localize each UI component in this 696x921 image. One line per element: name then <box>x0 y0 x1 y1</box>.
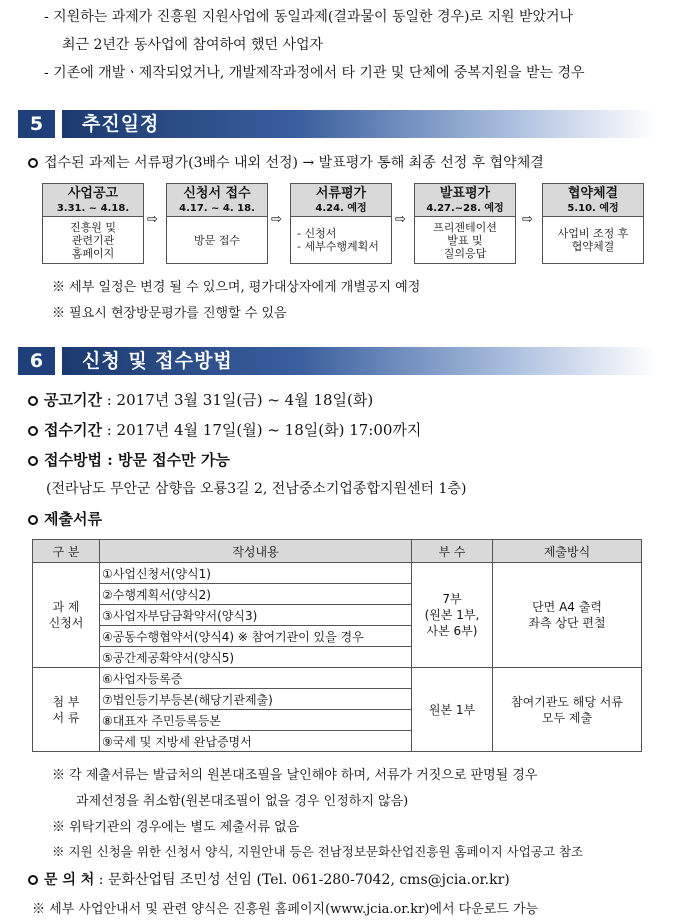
circle-bullet-icon <box>28 456 38 466</box>
table-row <box>33 668 642 689</box>
section-6-header <box>18 347 656 375</box>
table-header: 작성내용 <box>100 540 412 563</box>
method-cell: 참여기관도 해당 서류 모두 제출 <box>493 668 642 752</box>
document-item: ⑨국세 및 지방세 완납증명서 <box>100 731 412 752</box>
circle-bullet-icon <box>28 515 38 525</box>
application-address: (전라남도 무안군 삼향읍 오룡3길 2, 전남중소기업종합지원센터 1층) <box>46 481 467 497</box>
right-arrow-icon: ⇨ <box>147 212 158 227</box>
footer-note: ※ 세부 사업안내서 및 관련 양식은 진흥원 홈페이지(www.jcia.or.kr)에서 다운로드 가능 <box>32 902 539 917</box>
document-item: ⑥사업자등록증 <box>100 668 412 689</box>
right-arrow-icon: ⇨ <box>522 212 533 227</box>
step-presentation: 발표평가 4.27.~28. 예정 프리젠테이션 발표 및 질의응답 <box>414 183 516 264</box>
document-item: ⑦법인등기부등본(해당기관제출) <box>100 689 412 710</box>
document-item: ③사업자부담금확약서(양식3) <box>100 605 412 626</box>
document-item: ②수행계획서(양식2) <box>100 584 412 605</box>
table-row <box>33 563 642 584</box>
table-header: 구 분 <box>33 540 100 563</box>
document-item: ①사업신청서(양식1) <box>100 563 412 584</box>
submission-note-3: ※ 지원 신청을 위한 신청서 양식, 지원안내 등은 전남정보문화산업진흥원 홈페이지 사업공고 참조 <box>52 844 584 859</box>
schedule-intro: 접수된 과제는 서류평가(3배수 내외 선정) → 발표평가 통해 최종 선정 후 협약체결 <box>28 152 544 172</box>
document-item: ④공동수행협약서(양식4) ※ 참여기관이 있을 경우 <box>100 626 412 647</box>
section-6-title: 신청 및 접수방법 <box>82 350 233 372</box>
group-name: 첨 부 서 류 <box>33 668 100 752</box>
announcement-period: 공고기간 : 2017년 3월 31일(금) ~ 4월 18일(화) <box>28 389 373 410</box>
eligibility-line-3: - 기존에 개발ㆍ제작되었거나, 개발제작과정에서 타 기관 및 단체에 중복지원을 받는 경우 <box>44 65 585 81</box>
submission-note-1: ※ 각 제출서류는 발급처의 원본대조필을 날인해야 하며, 서류가 거짓으로 판명될 경우 <box>52 768 538 783</box>
section-5-title: 추진일정 <box>82 113 160 135</box>
circle-bullet-icon <box>28 158 38 168</box>
submission-note-1-cont: 과제선정을 취소함(원본대조필이 없을 경우 인정하지 않음) <box>76 794 409 809</box>
group-name: 과 제 신청서 <box>33 563 100 668</box>
documents-heading: 제출서류 <box>28 508 102 529</box>
schedule-note-2: ※ 필요시 현장방문평가를 진행할 수 있음 <box>52 306 287 321</box>
contact-info: 문 의 처 : 문화산업팀 조민성 선임 (Tel. 061-280-7042, cms@jcia.or.kr) <box>28 869 510 889</box>
circle-bullet-icon <box>28 426 38 436</box>
eligibility-line-2: 최근 2년간 동사업에 참여하여 했던 사업자 <box>62 37 324 53</box>
table-header: 제출방식 <box>493 540 642 563</box>
circle-bullet-icon <box>28 875 38 885</box>
submission-documents-table <box>32 539 642 752</box>
document-item: ⑤공간제공확약서(양식5) <box>100 647 412 668</box>
eligibility-line-1: - 지원하는 과제가 진흥원 지원사업에 동일과제(결과물이 동일한 경우)로 지원 받았거나 <box>44 9 574 25</box>
submission-note-2: ※ 위탁기관의 경우에는 별도 제출서류 없음 <box>52 820 300 835</box>
application-method: 접수방법 : 방문 접수만 가능 <box>28 449 230 470</box>
section-5-number: 5 <box>18 110 55 138</box>
document-item: ⑧대표자 주민등록등본 <box>100 710 412 731</box>
step-application: 신청서 접수 4.17. ~ 4. 18. 방문 접수 <box>166 183 268 264</box>
application-period: 접수기간 : 2017년 4월 17일(월) ~ 18일(화) 17:00까지 <box>28 419 421 440</box>
step-document-review: 서류평가 4.24. 예정 - 신청서 - 세부수행계획서 <box>290 183 392 264</box>
section-5-header <box>18 110 656 138</box>
right-arrow-icon: ⇨ <box>395 212 406 227</box>
copies-cell: 7부 (원본 1부, 사본 6부) <box>412 563 493 668</box>
circle-bullet-icon <box>28 396 38 406</box>
table-header: 부 수 <box>412 540 493 563</box>
method-cell: 단면 A4 출력 좌측 상단 편철 <box>493 563 642 668</box>
right-arrow-icon: ⇨ <box>271 212 282 227</box>
step-agreement: 협약체결 5.10. 예정 사업비 조정 후 협약체결 <box>542 183 644 264</box>
section-6-number: 6 <box>18 347 55 375</box>
step-announcement: 사업공고 3.31. ~ 4.18. 진흥원 및 관련기관 홈페이지 <box>42 183 144 264</box>
schedule-note-1: ※ 세부 일정은 변경 될 수 있으며, 평가대상자에게 개별공지 예정 <box>52 280 421 295</box>
copies-cell: 원본 1부 <box>412 668 493 752</box>
